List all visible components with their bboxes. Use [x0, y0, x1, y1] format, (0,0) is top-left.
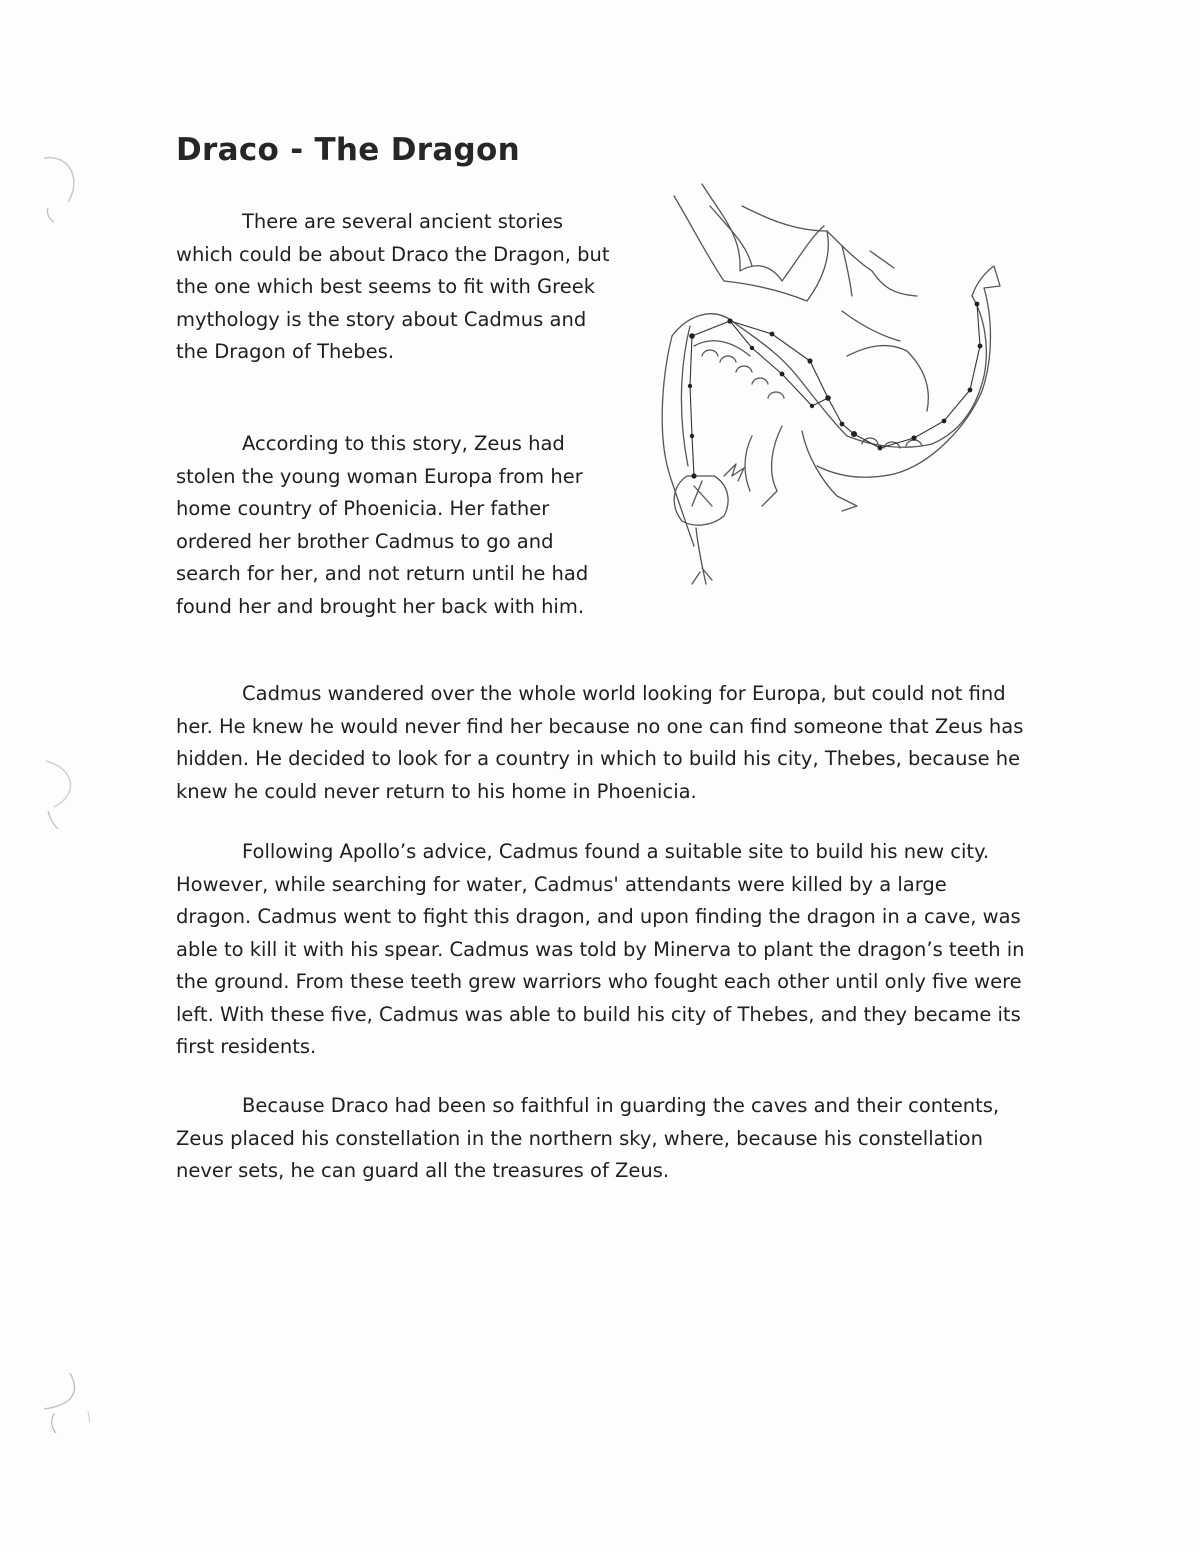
paragraph-intro: There are several ancient stories which could be about Draco the Dragon, but the one which best seems to fit with Greek mythology is the story about Cadmus and the Dragon of Thebes.	[176, 210, 610, 363]
page-title: Draco - The Dragon	[176, 132, 520, 168]
dragon-sketch	[662, 184, 1000, 584]
dragon-constellation-illustration	[632, 176, 1012, 596]
paragraph-constellation: Because Draco had been so faithful in guarding the caves and their contents, Zeus placed his constellation in the northern sky, where, because his constellation never sets, he can guard all the treasures of Zeus.	[176, 1094, 1000, 1182]
constellation-lines	[690, 304, 980, 476]
paragraph-dragon-fight: Following Apollo’s advice, Cadmus found a suitable site to build his new city. However, while searching for water, Cadmus' attendants were killed by a large dragon. Cadmus went to fight this dragon, and upon finding the dragon in a cave, was able to kill it with his spear. Cadmus was told by Minerva to plant the dragon’s teeth in the ground. From these teeth grew warriors who fought each other until only five were left. With these five, Cadmus was able to build his city of Thebes, and they became its first residents.	[176, 840, 1025, 1058]
paragraph-wandering: Cadmus wandered over the whole world looking for Europa, but could not find her. He knew he would never find her because no one can find someone that Zeus has hidden. He decided to look for a country in which to build his city, Thebes, because he knew he could never return to his home in Phoenicia.	[176, 682, 1024, 803]
paragraph-europa: According to this story, Zeus had stolen the young woman Europa from her home country of Phoenicia. Her father ordered her brother Cadmus to go and search for her, and not return until he had found her and brought her back with him.	[176, 432, 589, 618]
binder-hole-middle	[30, 755, 90, 835]
binder-hole-top	[30, 150, 90, 230]
constellation-stars	[688, 302, 983, 479]
binder-hole-bottom	[30, 1365, 100, 1445]
